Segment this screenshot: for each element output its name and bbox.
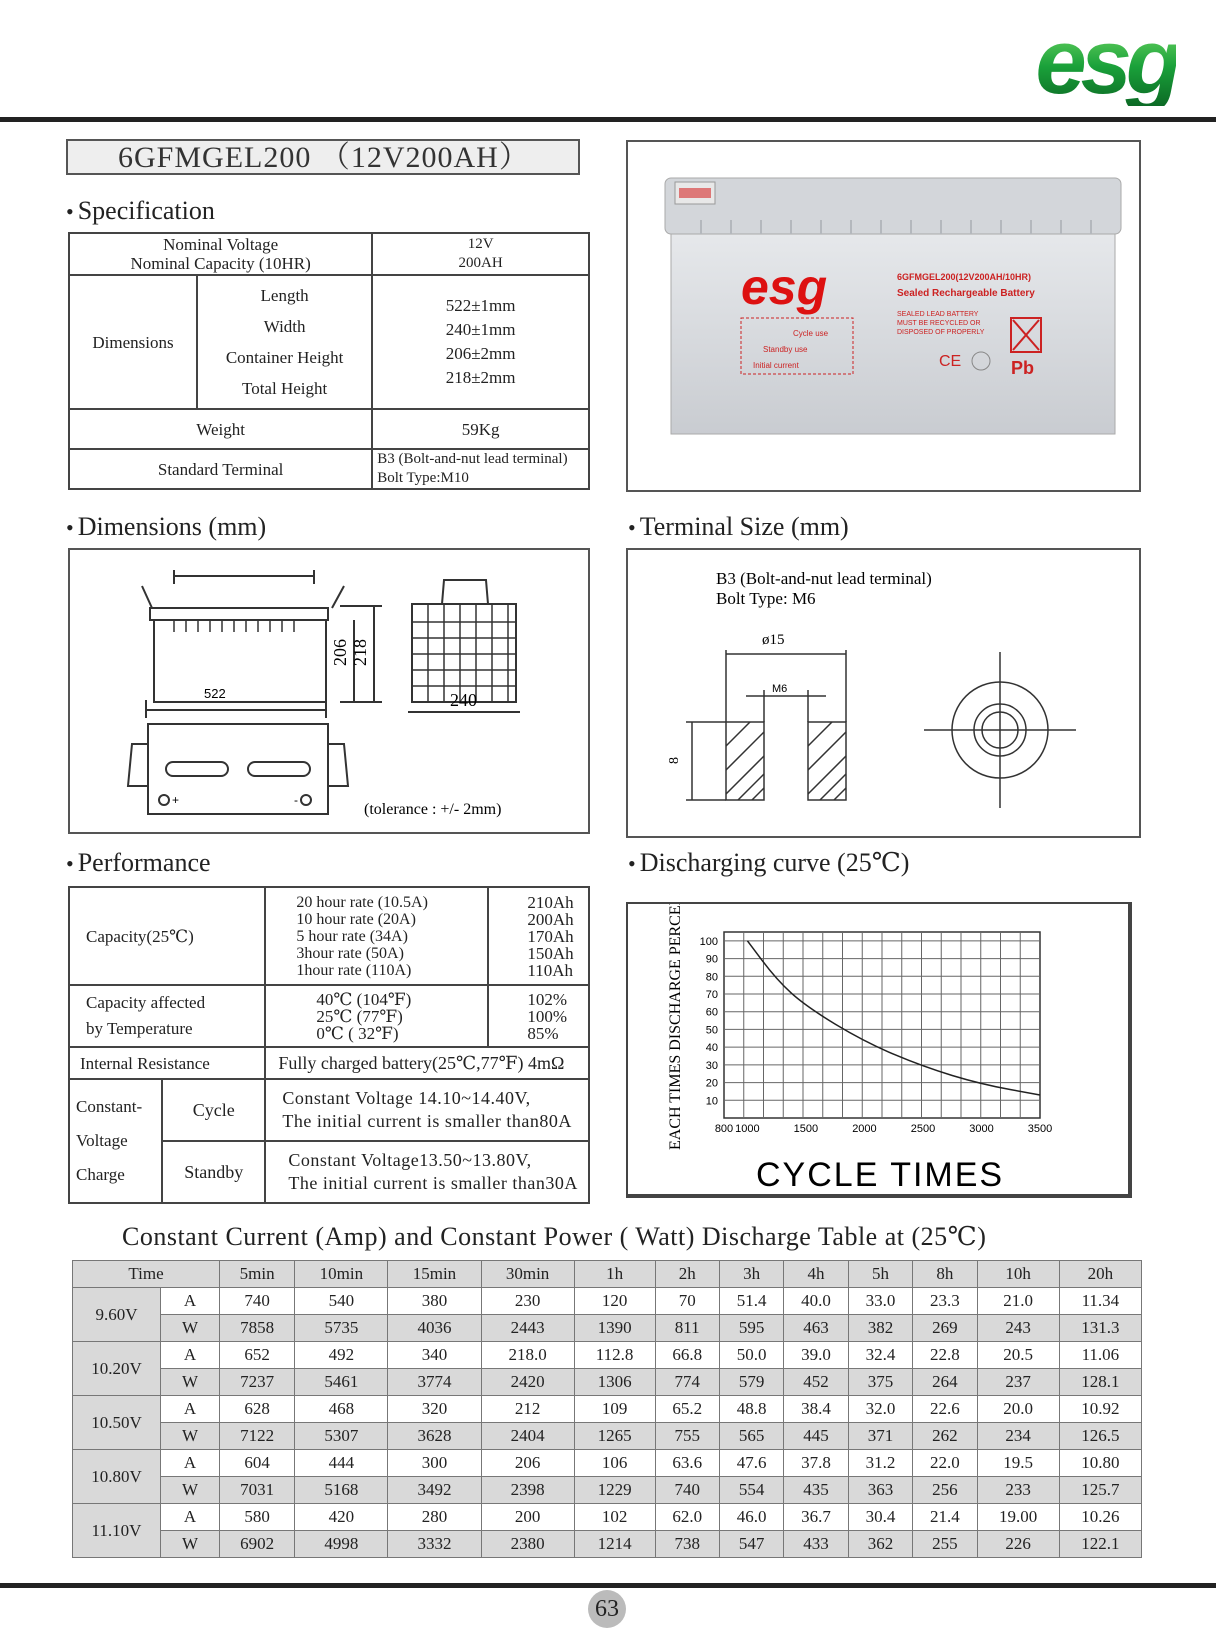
value-cell: 36.7 [784, 1504, 848, 1531]
capacity-1h: 110Ah [527, 960, 574, 980]
temp-label-2: by Temperature [86, 1019, 193, 1038]
value-cell: 234 [977, 1423, 1059, 1450]
value-cell: 738 [655, 1531, 719, 1558]
value-cell: 102 [574, 1504, 655, 1531]
cycle-value-1: Constant Voltage 14.10~14.40V, [282, 1088, 531, 1108]
table-title: Constant Current (Amp) and Constant Power ( Watt) Discharge Table at (25℃) [122, 1222, 987, 1251]
standby-use-label: Standby use [763, 345, 808, 354]
battery-note-1: SEALED LEAD BATTERY [897, 311, 979, 318]
cycle-value-2: The initial current is smaller than80A [282, 1111, 572, 1131]
value-cell: 20.5 [977, 1342, 1059, 1369]
battery-note-3: DISPOSED OF PROPERLY [897, 329, 985, 336]
value-cell: 66.8 [655, 1342, 719, 1369]
top-divider [0, 117, 1216, 122]
dim-width-text: 240 [450, 690, 477, 710]
value-cell: 540 [295, 1288, 388, 1315]
value-cell: 604 [220, 1450, 295, 1477]
column-header: 4h [784, 1261, 848, 1288]
battery-illustration [661, 176, 1125, 436]
tolerance-text: (tolerance : +/- 2mm) [364, 801, 502, 818]
value-cell: 39.0 [784, 1342, 848, 1369]
temp-value-0: 85% [527, 1023, 559, 1043]
x-tick-label: 3500 [1027, 1123, 1053, 1135]
value-cell: 22.6 [913, 1396, 977, 1423]
value-cell: 5735 [295, 1315, 388, 1342]
plus-sign: + [172, 793, 180, 807]
dim-length-text: 522 [204, 686, 226, 701]
value-cell: 256 [913, 1477, 977, 1504]
unit-cell: W [160, 1315, 219, 1342]
performance-table [68, 886, 590, 1204]
value-cell: 595 [719, 1315, 783, 1342]
value-cell: 20.0 [977, 1396, 1059, 1423]
unit-cell: A [160, 1450, 219, 1477]
value-cell: 320 [388, 1396, 481, 1423]
rate-20h: 20 hour rate (10.5A) [296, 893, 428, 911]
y-tick-label: 100 [699, 935, 718, 948]
capacity-values [488, 887, 589, 985]
temp-label-1: Capacity affected [86, 993, 206, 1012]
value-cell: 48.8 [719, 1396, 783, 1423]
value-cell: 262 [913, 1423, 977, 1450]
value-cell: 628 [220, 1396, 295, 1423]
dimensions-drawing [68, 548, 590, 834]
value-cell: 11.06 [1059, 1342, 1141, 1369]
value-cell: 1229 [574, 1477, 655, 1504]
temp-value-40: 102% [527, 989, 568, 1009]
dim-height2-text: 218 [350, 639, 370, 666]
value-cell: 300 [388, 1450, 481, 1477]
rate-1h: 1hour rate (110A) [296, 961, 412, 979]
column-header: 3h [719, 1261, 783, 1288]
value-cell: 340 [388, 1342, 481, 1369]
y-tick-label: 40 [705, 1042, 718, 1055]
dim-values [372, 275, 589, 409]
discharge-curve [747, 941, 1040, 1095]
battery-logo: esg [741, 259, 828, 315]
table-row [73, 1342, 1142, 1369]
value-cell: 30.4 [848, 1504, 912, 1531]
value-cell: 10.80 [1059, 1450, 1141, 1477]
page-number: 63 [588, 1590, 626, 1628]
value-cell: 1306 [574, 1369, 655, 1396]
value-cell: 264 [913, 1369, 977, 1396]
value-cell: 230 [481, 1288, 574, 1315]
charge-label [69, 1079, 162, 1203]
voltage-cell: 11.10V [73, 1504, 161, 1558]
battery-model-label: 6GFMGEL200(12V200AH/10HR) [897, 272, 1032, 282]
value-cell: 125.7 [1059, 1477, 1141, 1504]
value-cell: 122.1 [1059, 1531, 1141, 1558]
heading-discharging: • Discharging curve (25℃) [628, 848, 909, 878]
value-cell: 2443 [481, 1315, 574, 1342]
rate-5h: 5 hour rate (34A) [296, 927, 408, 945]
value-cell: 1390 [574, 1315, 655, 1342]
value-cell: 363 [848, 1477, 912, 1504]
value-cell: 580 [220, 1504, 295, 1531]
y-tick-label: 30 [705, 1059, 718, 1072]
value-cell: 47.6 [719, 1450, 783, 1477]
rate-3h: 3hour rate (50A) [296, 944, 404, 962]
unit-cell: A [160, 1342, 219, 1369]
y-tick-label: 50 [705, 1024, 718, 1037]
chart-ylabel: EACH TIMES DISCHARGE PERCENT(%) [667, 904, 684, 1150]
standby-value-1: Constant Voltage13.50~13.80V, [288, 1150, 532, 1170]
heading-specification: • Specification [66, 196, 215, 226]
nominal-voltage-label: Nominal Voltage [163, 235, 279, 254]
voltage-cell: 10.80V [73, 1450, 161, 1504]
terminal-diameter: ø15 [762, 632, 785, 648]
value-cell: 11.34 [1059, 1288, 1141, 1315]
value-cell: 32.0 [848, 1396, 912, 1423]
value-cell: 3492 [388, 1477, 481, 1504]
value-cell: 70 [655, 1288, 719, 1315]
table-row [73, 1396, 1142, 1423]
temp-40: 40℃ (104℉) [316, 989, 412, 1009]
terminal-m6: M6 [772, 683, 788, 695]
value-cell: 255 [913, 1531, 977, 1558]
value-cell: 46.0 [719, 1504, 783, 1531]
resistance-label: Internal Resistance [69, 1047, 265, 1079]
value-cell: 51.4 [719, 1288, 783, 1315]
battery-note-2: MUST BE RECYCLED OR [897, 320, 981, 327]
value-cell: 226 [977, 1531, 1059, 1558]
value-cell: 233 [977, 1477, 1059, 1504]
y-tick-label: 10 [705, 1095, 718, 1108]
dim-labels [197, 275, 372, 409]
y-tick-label: 20 [705, 1077, 718, 1090]
value-cell: 5168 [295, 1477, 388, 1504]
cycle-use-label: Cycle use [793, 329, 829, 338]
table-row [73, 1288, 1142, 1315]
unit-cell: A [160, 1396, 219, 1423]
value-cell: 445 [784, 1423, 848, 1450]
spec-table [68, 232, 590, 490]
value-cell: 280 [388, 1504, 481, 1531]
value-cell: 22.0 [913, 1450, 977, 1477]
x-tick-label: 1000 [735, 1123, 760, 1135]
value-cell: 128.1 [1059, 1369, 1141, 1396]
voltage-cell: 9.60V [73, 1288, 161, 1342]
column-header: 8h [913, 1261, 977, 1288]
terminal-line1: B3 (Bolt-and-nut lead terminal) [716, 569, 932, 588]
value-cell: 2404 [481, 1423, 574, 1450]
value-cell: 21.0 [977, 1288, 1059, 1315]
dimensions-label: Dimensions [69, 275, 197, 409]
x-tick-label: 3000 [969, 1123, 994, 1135]
charge-label-1: Constant- [76, 1097, 143, 1116]
x-tick-label: 800 [714, 1123, 734, 1135]
y-tick-label: 80 [705, 971, 718, 984]
value-cell: 212 [481, 1396, 574, 1423]
unit-cell: W [160, 1423, 219, 1450]
value-cell: 433 [784, 1531, 848, 1558]
table-row [73, 1477, 1142, 1504]
value-cell: 23.3 [913, 1288, 977, 1315]
value-cell: 32.4 [848, 1342, 912, 1369]
discharge-table [72, 1260, 1142, 1558]
value-cell: 380 [388, 1288, 481, 1315]
value-cell: 565 [719, 1423, 783, 1450]
value-cell: 106 [574, 1450, 655, 1477]
spec-nominal-value [372, 233, 589, 275]
value-cell: 218.0 [481, 1342, 574, 1369]
value-cell: 65.2 [655, 1396, 719, 1423]
capacity-5h: 170Ah [527, 926, 574, 946]
column-header: 1h [574, 1261, 655, 1288]
model-title: 6GFMGEL200 （12V200AH） [66, 139, 580, 175]
column-header: 30min [481, 1261, 574, 1288]
minus-sign: - [294, 793, 298, 807]
capacity-20h: 210Ah [527, 892, 574, 912]
nominal-capacity-label: Nominal Capacity (10HR) [130, 254, 311, 273]
time-header: Time [73, 1261, 220, 1288]
value-cell: 1265 [574, 1423, 655, 1450]
value-cell: 492 [295, 1342, 388, 1369]
value-cell: 1214 [574, 1531, 655, 1558]
esg-logo [944, 11, 1176, 113]
unit-cell: W [160, 1369, 219, 1396]
value-cell: 40.0 [784, 1288, 848, 1315]
value-cell: 740 [655, 1477, 719, 1504]
value-cell: 63.6 [655, 1450, 719, 1477]
table-row [73, 1423, 1142, 1450]
value-cell: 468 [295, 1396, 388, 1423]
value-cell: 2398 [481, 1477, 574, 1504]
value-cell: 652 [220, 1342, 295, 1369]
standby-label: Standby [162, 1141, 265, 1203]
value-cell: 375 [848, 1369, 912, 1396]
value-cell: 452 [784, 1369, 848, 1396]
capacity-3h: 150Ah [527, 943, 574, 963]
value-cell: 19.5 [977, 1450, 1059, 1477]
heading-performance: • Performance [66, 848, 211, 878]
value-cell: 811 [655, 1315, 719, 1342]
table-row [73, 1504, 1142, 1531]
value-cell: 7237 [220, 1369, 295, 1396]
y-tick-label: 60 [705, 1006, 718, 1019]
value-cell: 21.4 [913, 1504, 977, 1531]
temp-value-25: 100% [527, 1006, 568, 1026]
temp-label [69, 985, 265, 1047]
value-cell: 420 [295, 1504, 388, 1531]
table-row [73, 1450, 1142, 1477]
voltage-cell: 10.50V [73, 1396, 161, 1450]
capacity-10h: 200Ah [527, 909, 574, 929]
width-label: Width [263, 317, 306, 336]
temp-rates [265, 985, 488, 1047]
rate-10h: 10 hour rate (20A) [296, 910, 416, 928]
dimensions-svg [70, 550, 588, 832]
length-value: 522±1mm [445, 296, 516, 315]
standby-value-2: The initial current is smaller than30A [288, 1173, 578, 1193]
value-cell: 382 [848, 1315, 912, 1342]
value-cell: 19.00 [977, 1504, 1059, 1531]
temp-25: 25℃ (77℉) [316, 1006, 403, 1026]
value-cell: 50.0 [719, 1342, 783, 1369]
standby-value [265, 1141, 589, 1203]
column-header: 15min [388, 1261, 481, 1288]
value-cell: 5461 [295, 1369, 388, 1396]
value-cell: 444 [295, 1450, 388, 1477]
value-cell: 38.4 [784, 1396, 848, 1423]
value-cell: 109 [574, 1396, 655, 1423]
container-height-label: Container Height [225, 348, 344, 367]
value-cell: 362 [848, 1531, 912, 1558]
terminal-svg [628, 550, 1139, 836]
value-cell: 371 [848, 1423, 912, 1450]
y-tick-label: 90 [705, 953, 718, 966]
capacity-label: Capacity(25℃) [69, 887, 265, 985]
value-cell: 33.0 [848, 1288, 912, 1315]
terminal-height: 8 [667, 757, 682, 764]
temp-0: 0℃ ( 32℉) [316, 1023, 399, 1043]
value-cell: 62.0 [655, 1504, 719, 1531]
value-cell: 120 [574, 1288, 655, 1315]
total-height-value: 218±2mm [445, 368, 516, 387]
value-cell: 2380 [481, 1531, 574, 1558]
value-cell: 2420 [481, 1369, 574, 1396]
discharge-chart [628, 904, 1128, 1194]
temp-values [488, 985, 589, 1047]
value-cell: 7031 [220, 1477, 295, 1504]
resistance-value: Fully charged battery(25℃,77℉) 4mΩ [265, 1047, 589, 1079]
length-label: Length [260, 286, 309, 305]
value-cell: 3332 [388, 1531, 481, 1558]
value-cell: 131.3 [1059, 1315, 1141, 1342]
value-cell: 10.26 [1059, 1504, 1141, 1531]
value-cell: 755 [655, 1423, 719, 1450]
column-header: 2h [655, 1261, 719, 1288]
value-cell: 3774 [388, 1369, 481, 1396]
terminal-label: Standard Terminal [69, 449, 372, 489]
value-cell: 22.8 [913, 1342, 977, 1369]
value-cell: 4998 [295, 1531, 388, 1558]
bolt-type: Bolt Type:M10 [377, 470, 469, 486]
value-cell: 3628 [388, 1423, 481, 1450]
battery-type-label: Sealed Rechargeable Battery [897, 288, 1035, 299]
value-cell: 579 [719, 1369, 783, 1396]
unit-cell: A [160, 1504, 219, 1531]
ce-mark: CE [939, 353, 962, 370]
value-cell: 10.92 [1059, 1396, 1141, 1423]
x-tick-label: 1500 [793, 1123, 819, 1135]
column-header: 20h [1059, 1261, 1141, 1288]
table-row [73, 1531, 1142, 1558]
terminal-value [372, 449, 589, 489]
value-cell: 547 [719, 1531, 783, 1558]
value-cell: 7858 [220, 1315, 295, 1342]
nominal-capacity-value: 200AH [458, 255, 503, 271]
unit-cell: W [160, 1477, 219, 1504]
table-row [73, 1315, 1142, 1342]
capacity-rates [265, 887, 488, 985]
heading-dimensions: • Dimensions (mm) [66, 512, 266, 542]
value-cell: 7122 [220, 1423, 295, 1450]
x-tick-label: 2500 [910, 1123, 936, 1135]
column-header: 5min [220, 1261, 295, 1288]
value-cell: 237 [977, 1369, 1059, 1396]
value-cell: 126.5 [1059, 1423, 1141, 1450]
weight-label: Weight [69, 409, 372, 449]
value-cell: 200 [481, 1504, 574, 1531]
column-header: 10min [295, 1261, 388, 1288]
container-height-value: 206±2mm [445, 344, 516, 363]
value-cell: 37.8 [784, 1450, 848, 1477]
bottom-divider [0, 1583, 1216, 1588]
initial-current-label: Initial current [753, 361, 799, 370]
cycle-label: Cycle [162, 1079, 265, 1141]
value-cell: 435 [784, 1477, 848, 1504]
value-cell: 740 [220, 1288, 295, 1315]
column-header: 10h [977, 1261, 1059, 1288]
value-cell: 6902 [220, 1531, 295, 1558]
chart-xlabel: CYCLE TIMES [756, 1156, 1005, 1194]
value-cell: 774 [655, 1369, 719, 1396]
value-cell: 269 [913, 1315, 977, 1342]
unit-cell: A [160, 1288, 219, 1315]
dim-height1-text: 206 [330, 639, 350, 666]
discharge-chart-box [626, 902, 1132, 1198]
width-value: 240±1mm [445, 320, 516, 339]
y-tick-label: 70 [705, 989, 718, 1001]
charge-label-3: Charge [76, 1165, 125, 1184]
terminal-line2: Bolt Type: M6 [716, 589, 816, 608]
value-cell: 5307 [295, 1423, 388, 1450]
cycle-value [265, 1079, 589, 1141]
total-height-label: Total Height [242, 379, 328, 398]
unit-cell: W [160, 1531, 219, 1558]
terminal-drawing [626, 548, 1141, 838]
spec-nominal-label [69, 233, 372, 275]
column-header: 5h [848, 1261, 912, 1288]
voltage-cell: 10.20V [73, 1342, 161, 1396]
value-cell: 554 [719, 1477, 783, 1504]
pb-mark: Pb [1011, 358, 1035, 378]
value-cell: 112.8 [574, 1342, 655, 1369]
weight-value: 59Kg [372, 409, 589, 449]
value-cell: 206 [481, 1450, 574, 1477]
battery-photo [626, 140, 1141, 492]
charge-label-2: Voltage [76, 1131, 128, 1150]
table-row [73, 1369, 1142, 1396]
nominal-voltage-value: 12V [467, 236, 494, 252]
logo-text: esg [1035, 11, 1176, 113]
x-tick-label: 2000 [852, 1123, 877, 1135]
value-cell: 463 [784, 1315, 848, 1342]
value-cell: 31.2 [848, 1450, 912, 1477]
terminal-type: B3 (Bolt-and-nut lead terminal) [377, 451, 568, 467]
value-cell: 243 [977, 1315, 1059, 1342]
heading-terminal: • Terminal Size (mm) [628, 512, 849, 542]
value-cell: 4036 [388, 1315, 481, 1342]
